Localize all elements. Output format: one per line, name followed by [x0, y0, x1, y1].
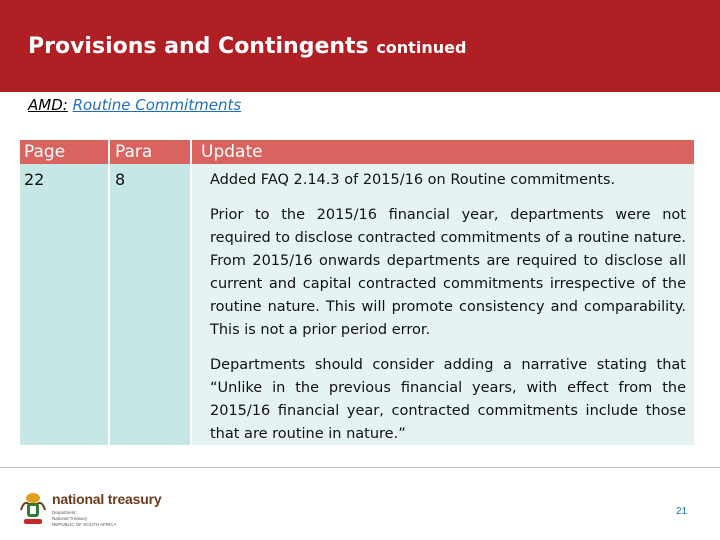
- logo-line: Department:: [52, 510, 77, 515]
- national-treasury-logo: [18, 490, 162, 530]
- header-cell-update: [192, 140, 694, 164]
- para-value: 8: [115, 170, 126, 189]
- updates-table: [20, 140, 694, 445]
- update-paragraph: Added FAQ 2.14.3 of 2015/16 on Routine commitments.: [210, 172, 616, 188]
- logo-name: national treasury: [52, 491, 162, 507]
- slide-title-suffix: continued: [376, 38, 467, 57]
- page-value: 22: [24, 170, 45, 189]
- title-bar: [0, 0, 720, 92]
- column-header-para: Para: [115, 142, 153, 162]
- slide-title: [28, 34, 466, 59]
- footer-divider: [0, 467, 720, 468]
- page-number: 21: [676, 506, 688, 517]
- update-text: [210, 169, 686, 446]
- body-cell-para: [110, 164, 190, 445]
- subtitle-link[interactable]: Routine Commitments: [72, 96, 242, 114]
- logo-line: National Treasury: [52, 516, 88, 521]
- slide-title-main: Provisions and Contingents: [28, 34, 369, 59]
- section-subtitle: [28, 96, 241, 114]
- subtitle-lead: AMD:: [28, 96, 68, 114]
- column-header-page: Page: [24, 142, 66, 162]
- coat-of-arms-icon: [18, 490, 48, 528]
- update-paragraph: Departments should consider adding a narrative stating that “Unlike in the previous financial years, with effect from the 2015/16 financial year, contracted commitments include those that are routine in nature.”: [210, 357, 686, 442]
- logo-line: REPUBLIC OF SOUTH AFRICA: [52, 522, 117, 527]
- update-paragraph: Prior to the 2015/16 financial year, departments were not required to disclose contracted commitments of a routine nature. From 2015/16 onwards departments are required to disclose all current and capital contracted commitments irrespective of the routine nature. This will promote consistency and comparability. This is not a prior period error.: [210, 207, 686, 338]
- body-cell-page: [20, 164, 108, 445]
- column-header-update: Update: [201, 142, 263, 162]
